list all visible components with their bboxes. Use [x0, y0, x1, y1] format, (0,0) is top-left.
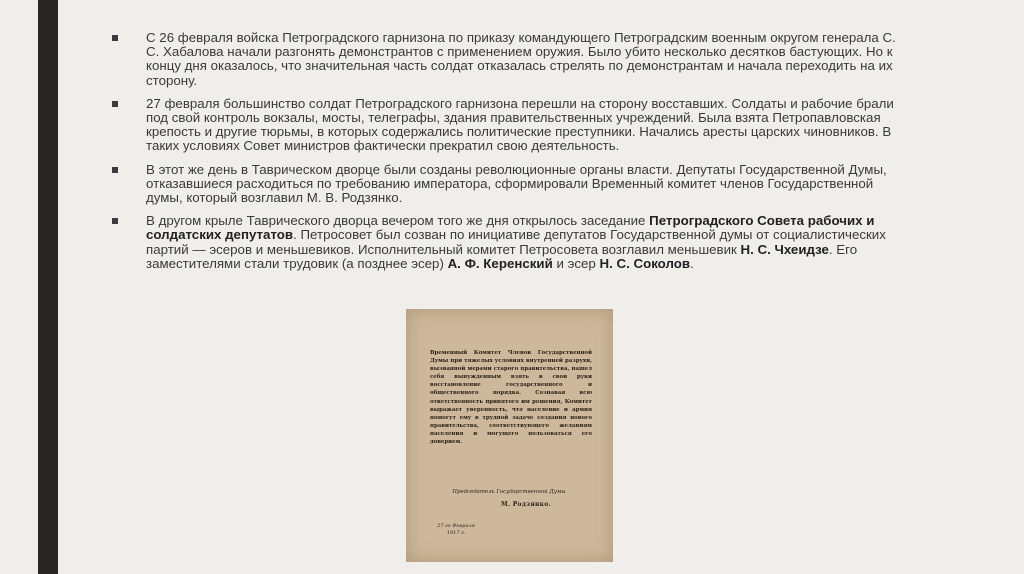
- left-accent-bar: [38, 0, 58, 574]
- bullet-text-4-part-1: В другом крыле Таврического дворца вечером того же дня открылось заседание: [146, 213, 650, 229]
- bullet-item-2: [112, 97, 902, 154]
- document-signature-title: Председатель Государственной Думы: [452, 489, 566, 495]
- historical-document-image: [406, 309, 613, 562]
- bullet-text-4-part-2: . Петросовет был созван по инициативе депутатов Государственной думы от социалистических партий — эсеров и меньшевиков. Исполнительный комитет Петросовета возглавил меньшевик: [146, 227, 886, 257]
- kerensky-name: А. Ф. Керенский: [447, 255, 553, 271]
- petrosovet-name: Петроградского Совета рабочих и солдатских депутатов: [146, 213, 875, 243]
- bullet-marker-icon: [112, 218, 118, 224]
- bullet-marker-icon: [112, 167, 118, 173]
- bullet-text-4-part-4: и эсер: [552, 255, 600, 271]
- bullet-text-2: 27 февраля большинство солдат Петроградского гарнизона перешли на сторону восставших. Солдаты и рабочие брали под свой контроль вокзалы, мосты, телеграфы, здания правительственных учреждений. Была взята Петропавловская крепость и другие тюрьмы, в которых содержались политические преступники. Начались аресты царских чиновников. В таких условиях Совет министров фактически прекратил свою деятельность.: [146, 95, 894, 154]
- bullet-marker-icon: [112, 35, 118, 41]
- sokolov-name: Н. С. Соколов: [599, 255, 691, 271]
- document-date-line-1: 27-го Февраля: [437, 523, 475, 529]
- bullet-item-4: [112, 214, 902, 271]
- bullet-text-4-part-3: . Его заместителями стали трудовик (а позднее эсер): [146, 241, 858, 271]
- bullet-item-1: [112, 31, 902, 88]
- document-date: [426, 523, 486, 537]
- bullet-marker-icon: [112, 101, 118, 107]
- bullet-text-4-part-5: .: [690, 255, 694, 271]
- bullet-list: [112, 31, 902, 280]
- bullet-text-1: С 26 февраля войска Петроградского гарнизона по приказу командующего Петроградским военным округом генерала С. С. Хабалова начали разгонять демонстрантов с применением оружия. Было убито несколько десятков бастующих. Но к концу дня оказалось, что значительная часть солдат отказалась стрелять по демонстрантам и начала переходить на их сторону.: [146, 30, 896, 88]
- bullet-item-3: [112, 163, 902, 206]
- document-body-text: Временный Комитет Членов Государственной Думы при тяжелых условиях внутренней разрухи, вызванной мерами старого правительства, нашел себя вынужденным взять в свои руки восстановление государственного и общественного порядка. Сознавая всю ответственность принятого им решения, Комитет выражает уверенность, что население и армия помогут ему в трудной задаче создания нового правительства, соответствующего желаниям населения и могущего пользоваться его доверием.: [430, 350, 592, 446]
- bullet-text-3: В этот же день в Таврическом дворце были созданы революционные органы власти. Депутаты Государственной Думы, отказавшиеся расходиться по требованию императора, сформировали Временный комитет членов Государственной думы, который возглавил М. В. Родзянко.: [146, 161, 887, 206]
- document-signature-name: М. Родзянко.: [500, 501, 551, 508]
- document-date-line-2: 1917 г.: [446, 530, 466, 536]
- chkheidze-name: Н. С. Чхеидзе: [740, 241, 829, 257]
